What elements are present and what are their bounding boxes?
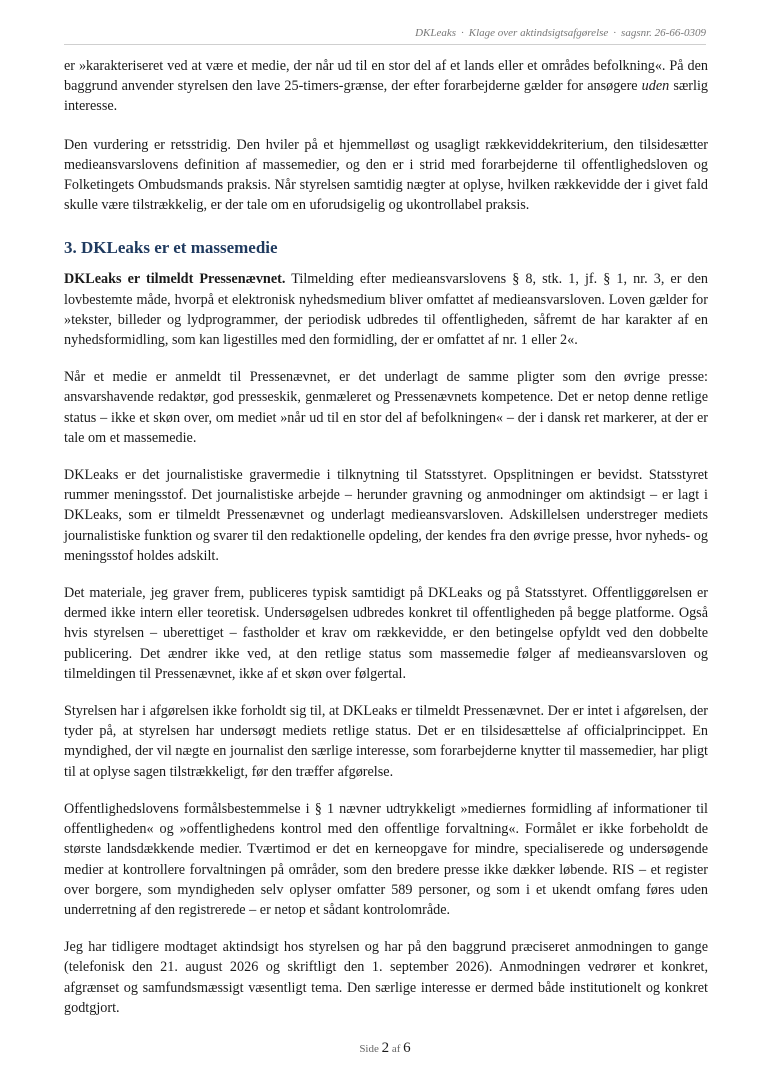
paragraph: er »karakteriseret ved at være et medie, der når ud til en stor del af et lands eller et områdes befolkning«. På den baggrund anvender styrelsen den lave 25-timers-grænse, der efter forarbejderne gælder for ansøgere uden særlig interesse. xyxy=(64,58,709,115)
paragraph: Den vurdering er retsstridig. Den hviler på et hjemmelløst og usagligt rækkeviddekriterium, den tilsidesætter medieansvarslovens definition af massemedier, og den er i strid med forarbejderne til offentlighedsloven og Folketingets Ombudsmands praksis. Når styrelsen samtidig nægter at oplyse, hvilken rækkevidde der i givet fald skulle være tilstrækkelig, er der tale om en uforudsigelig og ukontrollabel praksis. xyxy=(64,136,708,214)
paragraph: Det materiale, jeg graver frem, publiceres typisk samtidigt på DKLeaks og på Statsstyret. Offentliggørelsen er dermed ikke intern eller teoretisk. Undersøgelsen udbredes konkret til offentligheden på begge platforme. Også hvis styrelsen – uberettiget – fastholder et krav om rækkevidde, er den betingelse opfyldt ved den dobbelte publicering. Det ændrer ikke ved, at den retlige status som massemedie følger af medieansvarsloven og tilmeldingen til Pressenævnet, ikke af et skøn over følgertal. xyxy=(64,585,708,682)
page-number: 2 xyxy=(381,1040,390,1056)
paragraph: Jeg har tidligere modtaget aktindsigt hos styrelsen og har på den baggrund præciseret anmodningen to gange (telefonisk den 21. august 2026 og skriftligt den 1. september 2026). Anmodningen vedrører et konkret, afgrænset og samfundsmæssigt væsentligt tema. Den særlige interesse er dermed både institutionelt og konkret godtgjort. xyxy=(64,939,708,1016)
header-separator: · xyxy=(461,27,464,39)
header-divider xyxy=(64,44,706,45)
header-case-number: sagsnr. 26-66-0309 xyxy=(621,27,706,39)
paragraph: DKLeaks er tilmeldt Pressenævnet. Tilmelding efter medieansvarslovens § 8, stk. 1, jf. § 1, nr. 3, er den lovbestemte måde, hvorpå et elektronisk nyhedsmedium bliver omfattet af medieansvarsloven. Loven gælder for »tekster, billeder og lydprogrammer, der periodisk udbredes til offentligheden, såfremt de har karakter af en nyhedsformidling, som kan ligestilles med den formidling, der er omfattet af nr. 1 eller 2«. xyxy=(64,271,709,349)
page-total: 6 xyxy=(403,1040,411,1056)
paragraph: DKLeaks er det journalistiske gravermedie i tilknytning til Statsstyret. Opsplitningen er bevidst. Statsstyret rummer meningsstof. Det journalistiske arbejde – herunder gravning og anmodninger om aktindsigt – er lagt i DKLeaks, som er tilmeldt Pressenævnet og underlagt medieansvarsloven. Adskillelsen understreger mediets journalistiske funktion og svarer til den redaktionelle opdeling, der kendes fra den øvrige presse, hvor nyheds- og meningsstof holdes adskilt. xyxy=(64,467,708,564)
running-header xyxy=(415,27,706,39)
paragraph: Når et medie er anmeldt til Pressenævnet, er det underlagt de samme pligter som den øvrige presse: ansvarshavende redaktør, god presseskik, genmæleret og Pressenævnets kompetence. Det er netop denne retlige status – ikke et skøn over, om mediet »når ud til en stor del af befolkningen« – der i dansk ret markerer, at der er tale om et massemedie. xyxy=(64,369,708,446)
lead-in-bold: DKLeaks er tilmeldt Pressenævnet. xyxy=(64,271,286,288)
section-heading: 3. DKLeaks er et massemedie xyxy=(64,238,278,258)
footer-page-label: Side xyxy=(359,1043,379,1055)
page-body xyxy=(64,56,708,1035)
footer-of-label: af xyxy=(391,1043,401,1055)
paragraph: Offentlighedslovens formålsbestemmelse i § 1 nævner udtrykkeligt »mediernes formidling af informationer til offentligheden« og »offentlighedens kontrol med den offentlige forvaltning«. Formålet er ikke forbeholdt de største landsdækkende medier. Tværtimod er det en kerneopgave for mindre, specialiserede og undersøgende medier at kontrollere forvaltningen på områder, som den bredere presse ikke dækker løbende. RIS – et register over borgere, som myndigheden selv oplyser omfatter 589 personer, og som i et ukendt omfang føres uden underretning af den registrerede – er netop et sådant kontrolområde. xyxy=(64,800,708,918)
paragraph: Styrelsen har i afgørelsen ikke forholdt sig til, at DKLeaks er tilmeldt Pressenævnet. Der er intet i afgørelsen, der tyder på, at styrelsen har undersøgt mediets retlige status. Det er en tilsidesættelse af officialprincippet. En myndighed, der vil nægte en journalist den særlige interesse, som forarbejderne knytter til massemedier, har pligt til at oplyse sagen tilstrækkeligt, før den træffer afgørelse. xyxy=(64,703,708,780)
header-org: DKLeaks xyxy=(415,27,457,39)
page-footer xyxy=(0,1040,770,1057)
emphasis: uden xyxy=(641,78,670,95)
header-separator: · xyxy=(613,27,617,39)
header-doc-title: Klage over aktindsigtsafgørelse xyxy=(468,27,609,39)
